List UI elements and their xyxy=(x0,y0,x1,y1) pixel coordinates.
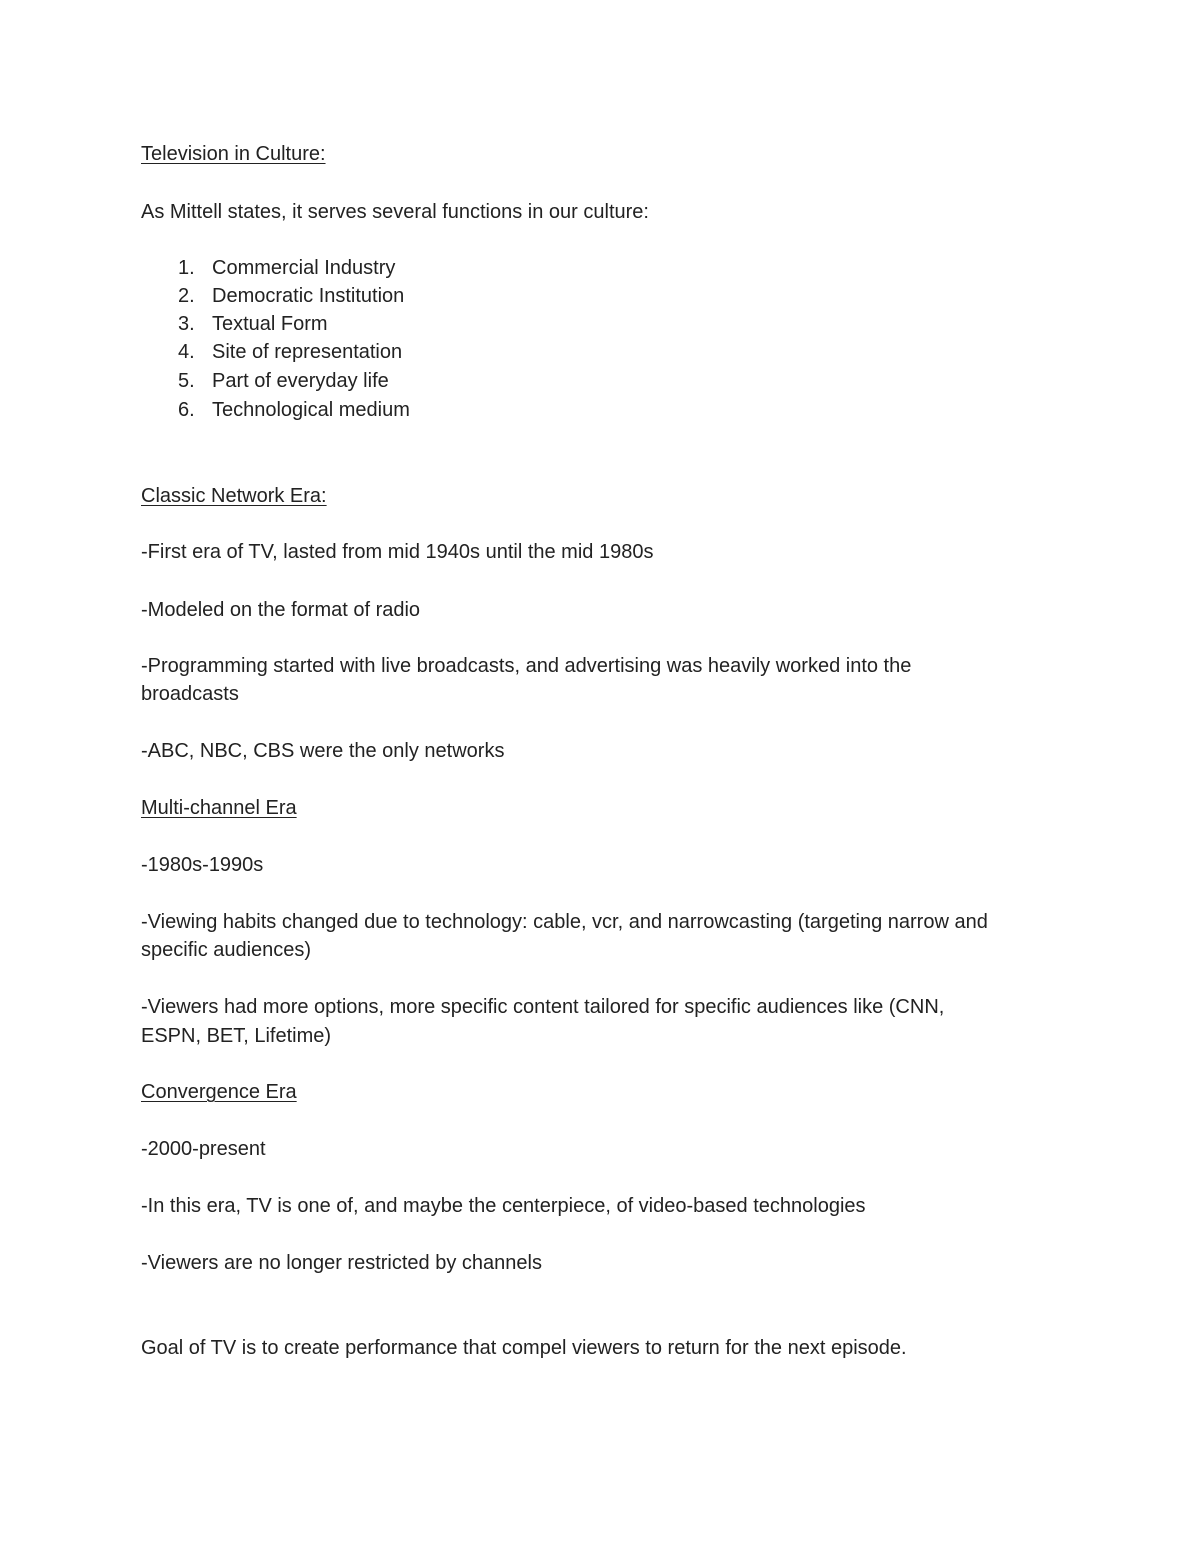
list-item-text: Part of everyday life xyxy=(212,370,389,392)
heading-convergence-era: Convergence Era xyxy=(141,1081,297,1103)
list-item xyxy=(141,254,395,282)
paragraph-line: -Viewers had more options, more specific content tailored for specific audiences like (CNN, xyxy=(141,996,945,1018)
paragraph-line: -Programming started with live broadcasts, and advertising was heavily worked into the xyxy=(141,655,912,677)
list-number: 6. xyxy=(178,399,195,421)
heading-multi-channel-era: Multi-channel Era xyxy=(141,797,297,819)
list-item xyxy=(141,310,328,338)
paragraph: -Modeled on the format of radio xyxy=(141,599,421,621)
list-item-text: Commercial Industry xyxy=(212,257,396,279)
list-item xyxy=(141,282,404,310)
paragraph: -2000-present xyxy=(141,1138,266,1160)
intro-paragraph: As Mittell states, it serves several functions in our culture: xyxy=(141,201,649,223)
paragraph-line: specific audiences) xyxy=(141,939,312,961)
list-item-text: Democratic Institution xyxy=(212,285,405,307)
list-number: 4. xyxy=(178,341,195,363)
paragraph-line: ESPN, BET, Lifetime) xyxy=(141,1025,332,1047)
list-item-text: Site of representation xyxy=(212,341,403,363)
heading-classic-network-era: Classic Network Era: xyxy=(141,485,327,507)
list-item xyxy=(141,338,402,366)
paragraph: -In this era, TV is one of, and maybe the centerpiece, of video-based technologies xyxy=(141,1195,866,1217)
list-number: 1. xyxy=(178,257,195,279)
closing-paragraph: Goal of TV is to create performance that compel viewers to return for the next episode. xyxy=(141,1337,907,1359)
paragraph-line: broadcasts xyxy=(141,683,239,705)
list-number: 5. xyxy=(178,370,195,392)
paragraph: -1980s-1990s xyxy=(141,854,264,876)
paragraph: -ABC, NBC, CBS were the only networks xyxy=(141,740,505,762)
paragraph: -Viewers are no longer restricted by channels xyxy=(141,1252,542,1274)
list-item xyxy=(141,396,410,424)
paragraph-line: -Viewing habits changed due to technology: cable, vcr, and narrowcasting (targeting narrow and xyxy=(141,911,988,933)
paragraph: -First era of TV, lasted from mid 1940s until the mid 1980s xyxy=(141,541,654,563)
heading-television-in-culture: Television in Culture: xyxy=(141,143,326,165)
list-number: 2. xyxy=(178,285,195,307)
list-item-text: Textual Form xyxy=(212,313,328,335)
list-number: 3. xyxy=(178,313,195,335)
list-item-text: Technological medium xyxy=(212,399,410,421)
list-item xyxy=(141,367,389,395)
